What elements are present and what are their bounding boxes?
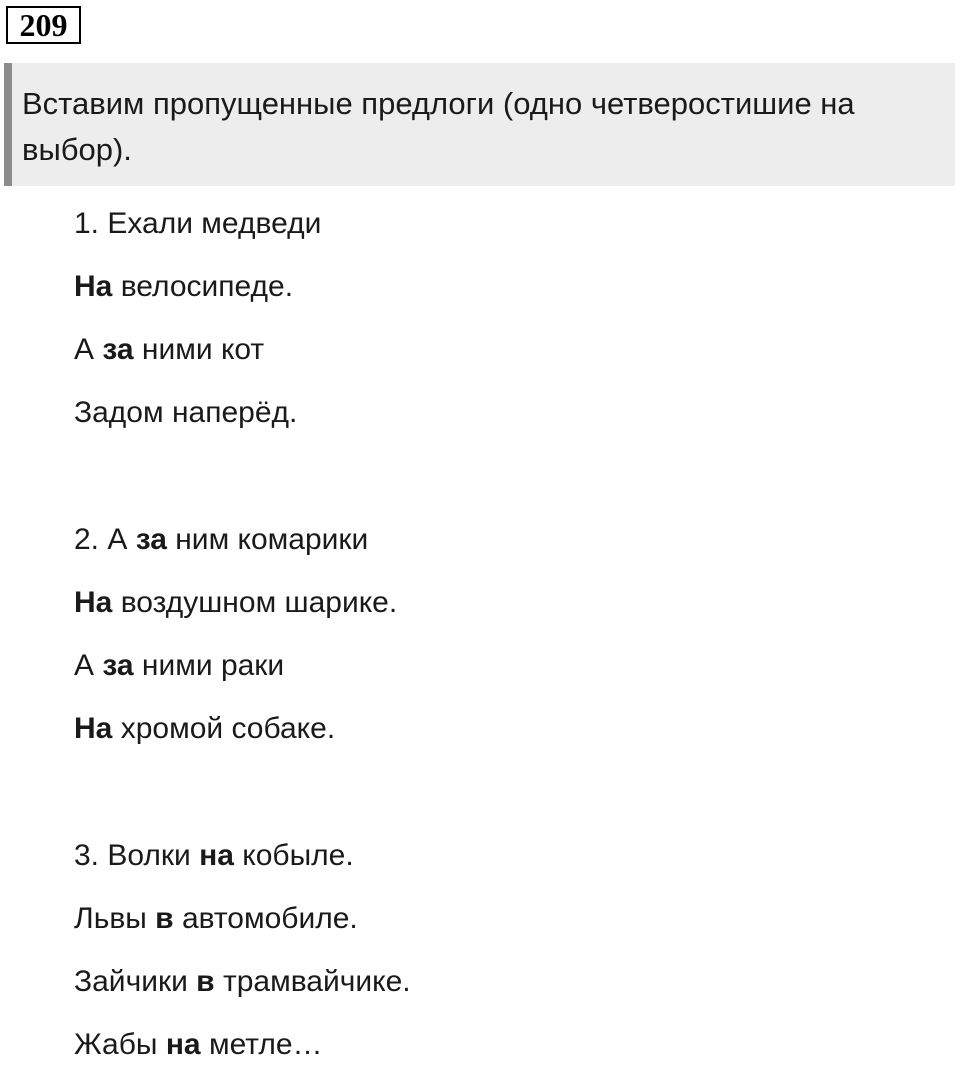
line-text: 3. Волки xyxy=(74,839,200,872)
inserted-preposition: На xyxy=(74,586,113,619)
line-text: автомобиле. xyxy=(173,902,358,935)
line-text: А xyxy=(74,649,103,682)
instruction-box xyxy=(4,63,955,186)
line-text: ним комарики xyxy=(166,523,369,556)
inserted-preposition: за xyxy=(102,333,134,366)
stanza-line xyxy=(74,964,411,1000)
inserted-preposition: на xyxy=(199,839,234,872)
stanza-line xyxy=(74,838,354,874)
line-text: кобыле. xyxy=(233,839,354,872)
line-text: Жабы xyxy=(74,1028,166,1061)
inserted-preposition: в xyxy=(155,902,174,935)
stanza-line xyxy=(74,585,397,621)
inserted-preposition: На xyxy=(74,712,113,745)
instruction-text: Вставим пропущенные предлоги (одно четверостишие на выбор). xyxy=(22,86,855,167)
inserted-preposition: за xyxy=(135,523,167,556)
line-text: Зайчики xyxy=(74,965,197,998)
line-text: велосипеде. xyxy=(112,270,294,303)
stanza-line xyxy=(74,269,293,305)
inserted-preposition: на xyxy=(165,1028,201,1061)
line-text: воздушном шарике. xyxy=(112,586,398,619)
stanza-line xyxy=(74,648,284,684)
line-text: 1. Ехали медведи xyxy=(74,207,322,240)
line-text: хромой собаке. xyxy=(112,712,336,745)
line-text: ними раки xyxy=(133,649,285,682)
line-text: трамвайчике. xyxy=(214,965,411,998)
stanza-line xyxy=(74,901,358,937)
line-text: Задом наперёд. xyxy=(74,396,298,429)
stanza-line xyxy=(74,711,335,747)
line-text: Львы xyxy=(74,902,156,935)
inserted-preposition: за xyxy=(102,649,134,682)
line-text: ними кот xyxy=(133,333,265,366)
line-text: А xyxy=(74,333,103,366)
inserted-preposition: в xyxy=(196,965,215,998)
line-text: метле… xyxy=(200,1028,323,1061)
stanza-line xyxy=(74,522,368,558)
stanza-line xyxy=(74,1027,323,1063)
inserted-preposition: На xyxy=(74,270,113,303)
stanza-line xyxy=(74,395,297,431)
stanza-line xyxy=(74,332,264,368)
task-number: 209 xyxy=(6,6,81,44)
stanza-line xyxy=(74,206,321,242)
line-text: 2. А xyxy=(74,523,136,556)
